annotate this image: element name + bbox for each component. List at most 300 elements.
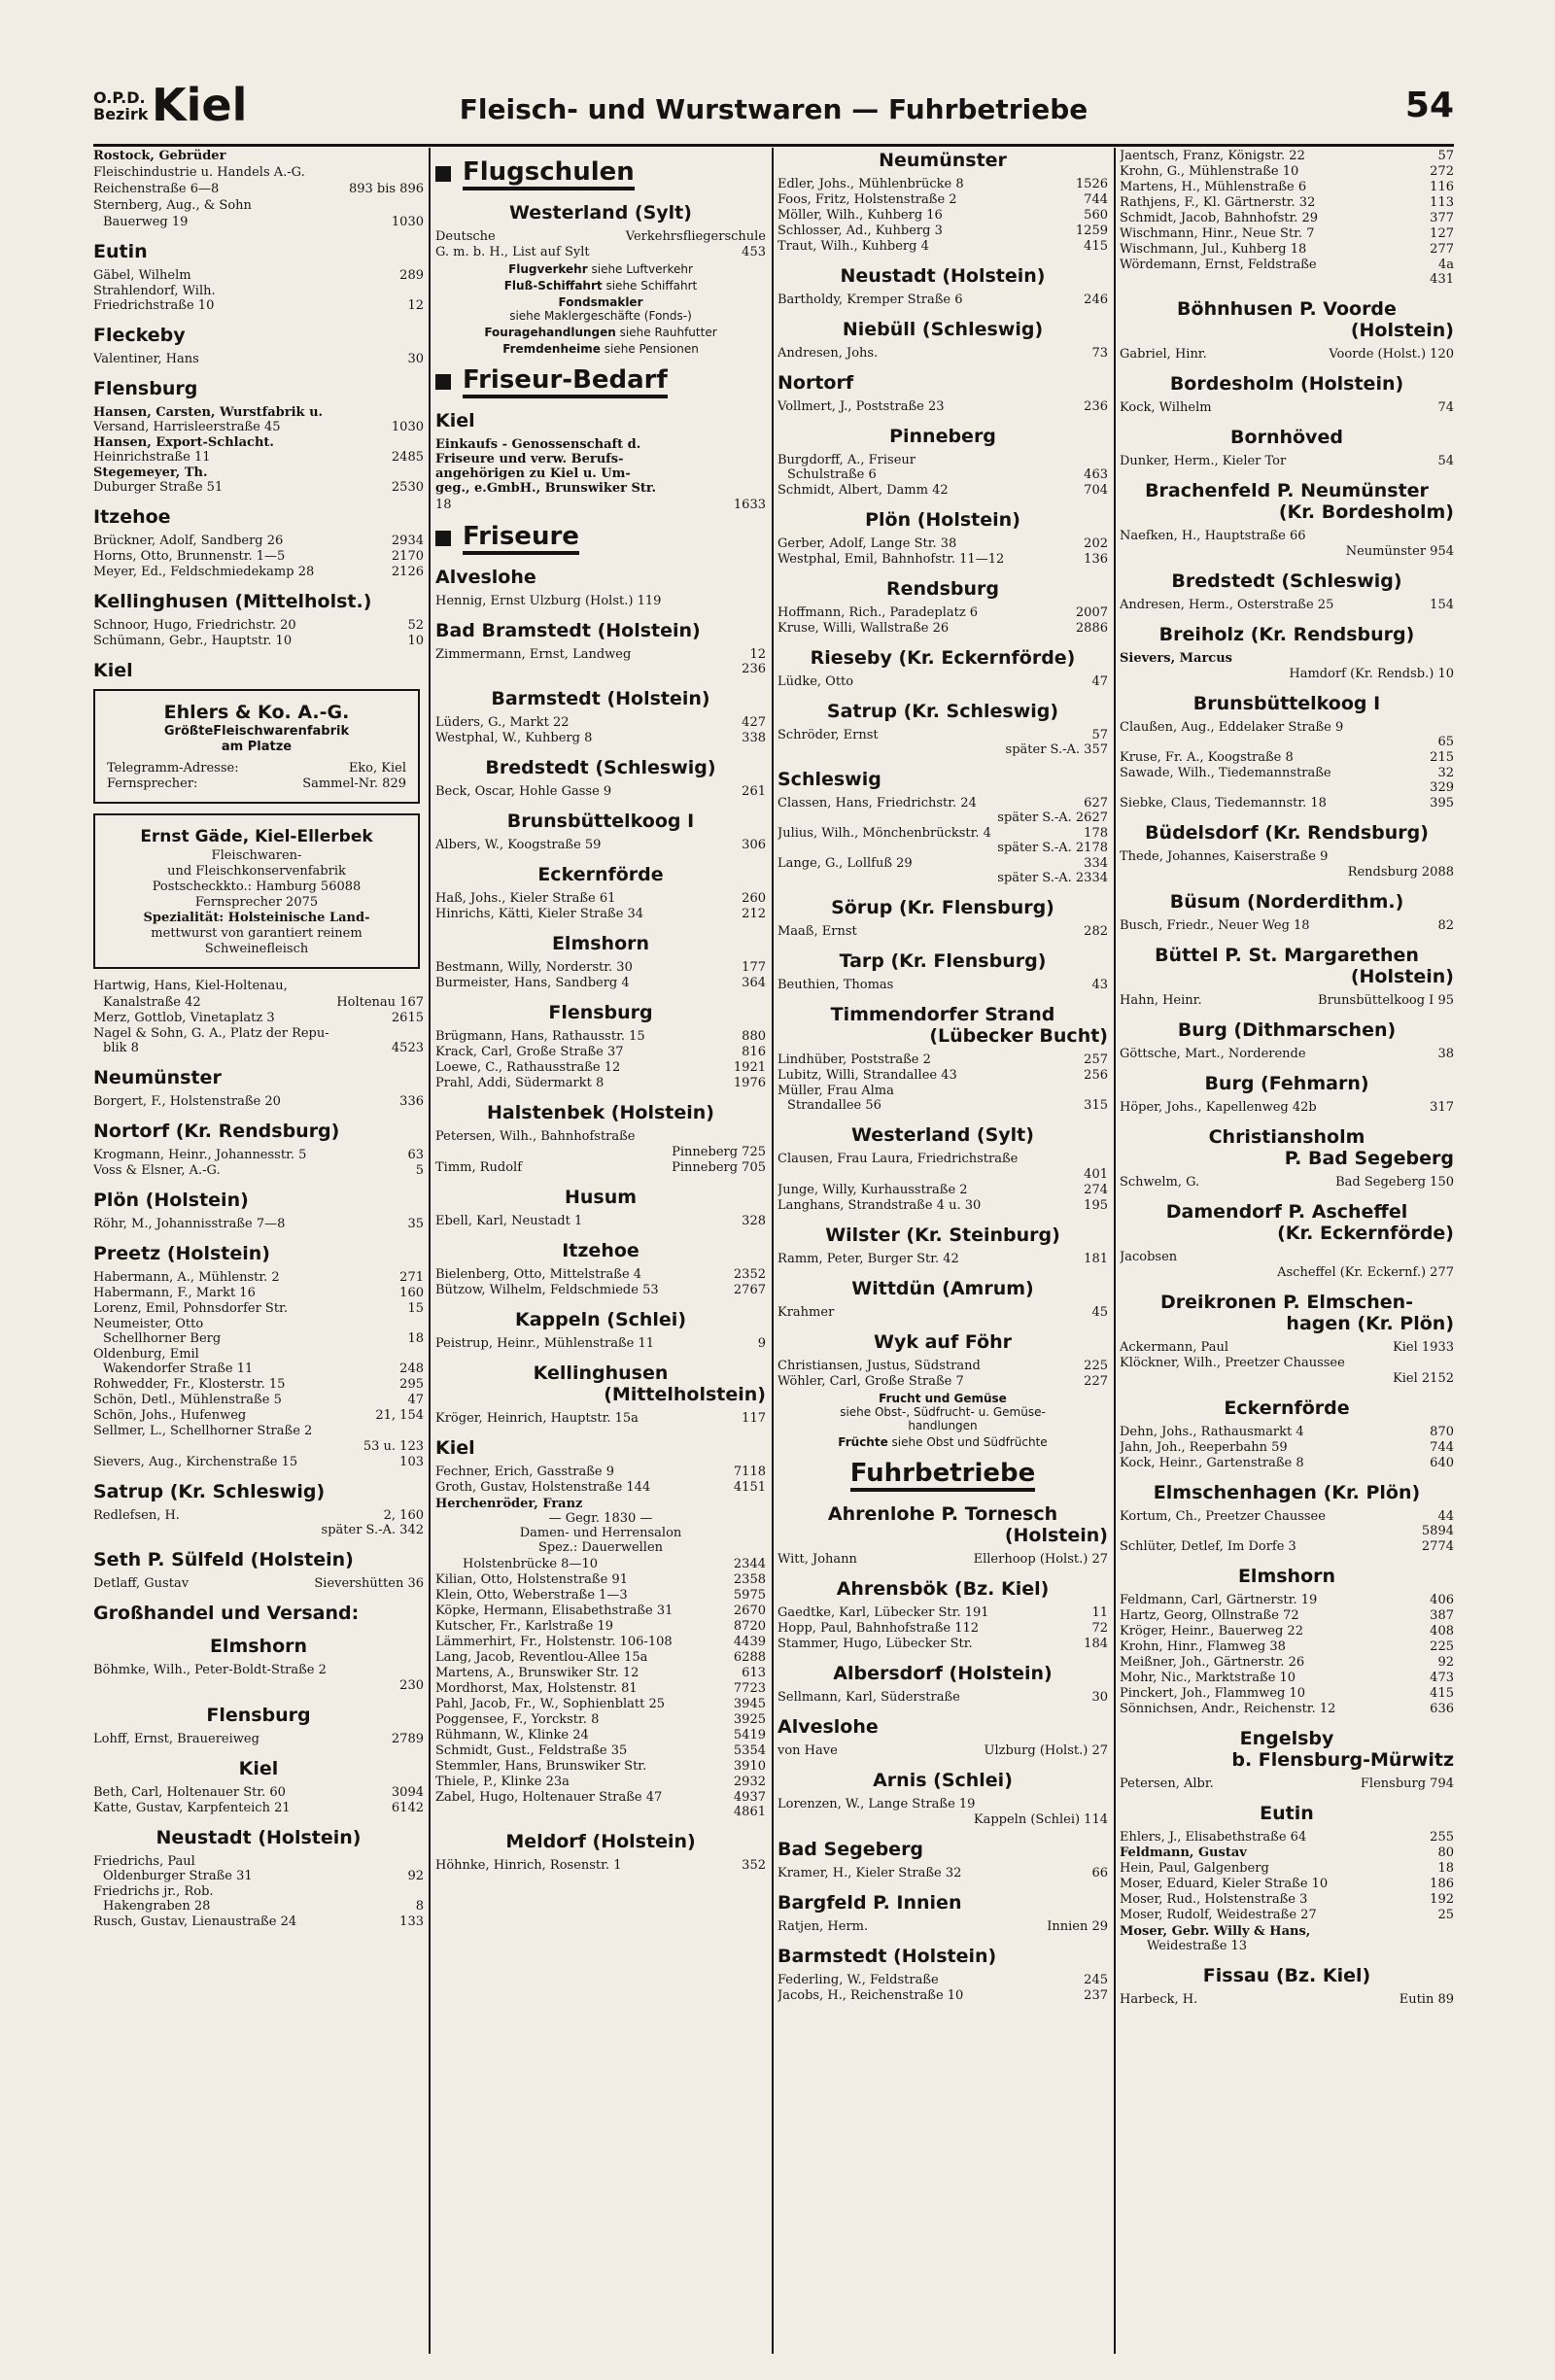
- bezirk-label: Bezirk: [93, 105, 149, 123]
- listing-entry: Lämmerhirt, Fr., Holstenstr. 106-108 4439: [435, 1635, 766, 1649]
- listing-entry: Schön, Johs., Hufenweg 21, 154: [93, 1408, 424, 1423]
- place-heading: Barmstedt (Holstein): [778, 1946, 997, 1967]
- place-heading: Damendorf P. Ascheffel (Kr. Eckernförde): [1165, 1201, 1454, 1244]
- listing-entry: Kortum, Ch., Preetzer Chaussee 44 5894: [1120, 1509, 1454, 1538]
- listing-entry: Stemmler, Hans, Brunswiker Str. 3910: [435, 1759, 766, 1774]
- listing-entry: Westphal, Emil, Bahnhofstr. 11—12 136: [778, 552, 1108, 567]
- listing-entry: Kanalstraße 42 Holtenau 167: [103, 995, 424, 1010]
- listing-entry: Schwelm, G. Bad Segeberg 150: [1120, 1175, 1454, 1190]
- listing-entry: Feldmann, Gustav 80: [1120, 1845, 1454, 1860]
- directory-columns: [93, 148, 1454, 2354]
- listing-entry: Thiele, P., Klinke 23a 2932: [435, 1775, 766, 1789]
- listing-entry: Mohr, Nic., Marktstraße 10 473: [1120, 1671, 1454, 1685]
- listing-entry: Habermann, F., Markt 16 160: [93, 1286, 424, 1300]
- listing-entry: G. m. b. H., List auf Sylt 453: [435, 245, 766, 259]
- listing-entry: Sternberg, Aug., & Sohn: [93, 198, 252, 213]
- listing-entry: Ebell, Karl, Neustadt 1 328: [435, 1214, 766, 1228]
- listing-entry: Lohff, Ernst, Brauereiweg 2789: [93, 1732, 424, 1746]
- listing-entry: Meyer, Ed., Feldschmiedekamp 28 2126: [93, 565, 424, 579]
- listing-entry: Strahlendorf, Wilh. Friedrichstraße 10 12: [93, 284, 424, 313]
- place-heading: Nortorf: [778, 372, 854, 394]
- listing-entry: Schümann, Gebr., Hauptstr. 10 10: [93, 634, 424, 648]
- listing-entry: Hansen, Carsten, Wurstfabrik u. Versand, Harrisleerstraße 45 1030: [93, 405, 424, 434]
- place-heading: Neustadt (Holstein): [840, 265, 1046, 287]
- district-city: Kiel: [152, 79, 248, 131]
- place-heading: Wittdün (Amrum): [851, 1278, 1034, 1299]
- listing-entry: Jacobs, H., Reichenstraße 10 237: [778, 1988, 1108, 2003]
- place-heading: Itzehoe: [562, 1240, 639, 1261]
- place-heading: Büsum (Norderdithm.): [1169, 891, 1404, 913]
- listing-entry: Holstenbrücke 8—10 2344: [463, 1557, 766, 1571]
- place-heading: Halstenbek (Holstein): [487, 1102, 714, 1123]
- listing-entry: Foos, Fritz, Holstenstraße 2 744: [778, 192, 1108, 207]
- listing-entry: Wördemann, Ernst, Feldstraße 4a 431: [1120, 258, 1454, 287]
- listing-entry: Hartz, Georg, Ollnstraße 72 387: [1120, 1608, 1454, 1623]
- listing-entry: Thede, Johannes, Kaiserstraße 9: [1120, 849, 1329, 864]
- listing-entry: Röhr, M., Johannisstraße 7—8 35: [93, 1217, 424, 1231]
- listing-entry: Oldenburg, Emil Wakendorfer Straße 11 248: [93, 1347, 424, 1376]
- place-heading: Bredstedt (Schleswig): [1171, 570, 1402, 592]
- place-heading: Büdelsdorf (Kr. Rendsburg): [1145, 822, 1429, 844]
- section-heading: Friseur-Bedarf: [435, 365, 766, 398]
- listing-entry: Peistrup, Heinr., Mühlenstraße 11 9: [435, 1336, 766, 1351]
- listing-entry: Klöckner, Wilh., Preetzer Chaussee: [1120, 1356, 1345, 1370]
- listing-entry: Friedrichs jr., Rob. Hakengraben 28 8: [93, 1884, 424, 1914]
- listing-entry: Pahl, Jacob, Fr., W., Sophienblatt 25 3945: [435, 1697, 766, 1711]
- listing-entry: Hahn, Heinr. Brunsbüttelkoog I 95: [1120, 993, 1454, 1008]
- listing-entry: Classen, Hans, Friedrichstr. 24 627 später S.-A. 2627: [778, 796, 1108, 825]
- listing-entry: Neumeister, Otto Schellhorner Berg 18: [93, 1317, 424, 1346]
- cross-reference: Fremdenheime siehe Pensionen: [502, 342, 699, 356]
- listing-entry: Bützow, Wilhelm, Feldschmiede 53 2767: [435, 1283, 766, 1297]
- listing-entry: Horns, Otto, Brunnenstr. 1—5 2170: [93, 549, 424, 564]
- listing-entry: Moser, Gebr. Willy & Hans, Weidestraße 13: [1120, 1924, 1311, 1953]
- section-marker-icon: [435, 166, 451, 182]
- place-heading: Bredstedt (Schleswig): [485, 757, 716, 778]
- advertisement-gaede: Ernst Gäde, Kiel-Ellerbek Fleischwaren- und Fleischkonservenfabrik Postscheckkto.: Hamburg 56088 Fernsprecher 2075 Spezialität: Holsteinische Land- mettwurst von garantiert reinem Schweinefleisch: [93, 813, 420, 969]
- listing-entry: Federling, W., Feldstraße 245: [778, 1973, 1108, 1987]
- listing-entry: Poggensee, F., Yorckstr. 8 3925: [435, 1712, 766, 1727]
- listing-entry: Fleischindustrie u. Handels A.-G.: [93, 165, 305, 180]
- listing-entry: Klein, Otto, Weberstraße 1—3 5975: [435, 1588, 766, 1603]
- cross-reference: Flugverkehr siehe Luftverkehr: [508, 262, 693, 276]
- listing-entry: Stammer, Hugo, Lübecker Str. 184: [778, 1637, 1108, 1651]
- listing-entry: Lang, Jacob, Reventlou-Allee 15a 6288: [435, 1650, 766, 1665]
- place-heading: Husum: [564, 1187, 638, 1208]
- listing-entry: Ascheffel (Kr. Eckernf.) 277: [1277, 1265, 1454, 1280]
- listing-entry: Reichenstraße 6—8 893 bis 896: [93, 182, 424, 196]
- listing-entry: Claußen, Aug., Eddelaker Straße 9 65: [1120, 720, 1454, 749]
- listing-entry: 53 u. 123: [363, 1439, 424, 1454]
- listing-entry: Herchenröder, Franz — Gegr. 1830 — Damen- und Herrensalon Spez.: Dauerwellen: [435, 1497, 682, 1555]
- place-heading: Tarp (Kr. Flensburg): [839, 950, 1047, 972]
- place-heading: Arnis (Schlei): [873, 1770, 1013, 1791]
- column-divider: [1114, 148, 1116, 2354]
- listing-entry: Pinckert, Joh., Flammweg 10 415: [1120, 1686, 1454, 1701]
- listing-entry: Meißner, Joh., Gärtnerstr. 26 92: [1120, 1655, 1454, 1670]
- listing-entry: Kutscher, Fr., Karlstraße 19 8720: [435, 1619, 766, 1634]
- page-title: Fleisch- und Wurstwaren — Fuhrbetriebe: [459, 93, 1088, 125]
- listing-entry: Brügmann, Hans, Rathausstr. 15 880: [435, 1029, 766, 1044]
- place-heading: Seth P. Sülfeld (Holstein): [93, 1549, 354, 1570]
- listing-entry: Voss & Elsner, A.-G. 5: [93, 1163, 424, 1178]
- listing-entry: Böhmke, Wilh., Peter-Boldt-Straße 2: [93, 1663, 327, 1677]
- place-heading: Itzehoe: [93, 506, 171, 528]
- place-heading: Meldorf (Holstein): [505, 1831, 696, 1852]
- place-heading: Brunsbüttelkoog I: [506, 811, 695, 832]
- listing-entry: Vollmert, J., Poststraße 23 236: [778, 399, 1108, 414]
- place-heading: Flensburg: [93, 378, 198, 399]
- listing-entry: Gäbel, Wilhelm 289: [93, 268, 424, 283]
- place-heading: Christiansholm P. Bad Segeberg: [1208, 1126, 1454, 1169]
- listing-entry: Moser, Eduard, Kieler Straße 10 186: [1120, 1877, 1454, 1891]
- place-heading: Preetz (Holstein): [93, 1243, 270, 1264]
- column-4: [1120, 148, 1454, 2354]
- place-heading: Bornhöved: [1230, 427, 1343, 448]
- section-marker-icon: [435, 531, 451, 546]
- place-heading: Büttel P. St. Margarethen (Holstein): [1155, 945, 1454, 987]
- place-heading: Ahrenlohe P. Tornesch (Holstein): [827, 1503, 1108, 1546]
- listing-entry: Groth, Gustav, Holstenstraße 144 4151: [435, 1480, 766, 1495]
- listing-entry: Kramer, H., Kieler Straße 32 66: [778, 1866, 1108, 1880]
- listing-entry: Hartwig, Hans, Kiel-Holtenau,: [93, 979, 288, 993]
- place-heading: Kiel: [93, 660, 133, 681]
- listing-entry: Sellmer, L., Schellhorner Straße 2: [93, 1424, 313, 1438]
- listing-entry: Friedrichs, Paul Oldenburger Straße 31 92: [93, 1854, 424, 1883]
- listing-entry: Kruse, Willi, Wallstraße 26 2886: [778, 621, 1108, 636]
- listing-entry: Bestmann, Willy, Norderstr. 30 177: [435, 960, 766, 975]
- place-heading: Niebüll (Schleswig): [842, 319, 1044, 340]
- listing-entry: Lüders, G., Markt 22 427: [435, 715, 766, 730]
- listing-entry: Höhnke, Hinrich, Rosenstr. 1 352: [435, 1858, 766, 1873]
- listing-entry: Köpke, Hermann, Elisabethstraße 31 2670: [435, 1604, 766, 1618]
- listing-entry: Maaß, Ernst 282: [778, 924, 1108, 939]
- listing-entry: Beck, Oscar, Hohle Gasse 9 261: [435, 784, 766, 799]
- listing-entry: Langhans, Strandstraße 4 u. 30 195: [778, 1198, 1108, 1213]
- listing-entry: Schnoor, Hugo, Friedrichstr. 20 52: [93, 618, 424, 633]
- listing-entry: Timm, Rudolf Pinneberg 705: [435, 1160, 766, 1175]
- listing-entry: Kock, Heinr., Gartenstraße 8 640: [1120, 1456, 1454, 1470]
- listing-entry: Clausen, Frau Laura, Friedrichstraße: [778, 1152, 1019, 1166]
- listing-entry: Valentiner, Hans 30: [93, 352, 424, 366]
- listing-entry: Andresen, Herm., Osterstraße 25 154: [1120, 598, 1454, 612]
- listing-entry: 401: [1084, 1167, 1108, 1182]
- listing-entry: Gerber, Adolf, Lange Str. 38 202: [778, 536, 1108, 551]
- listing-entry: Burgdorff, A., Friseur Schulstraße 6 463: [778, 453, 1108, 482]
- listing-entry: Naefken, H., Hauptstraße 66: [1120, 529, 1306, 543]
- place-heading: Kiel: [238, 1758, 279, 1779]
- listing-entry: Rathjens, F., Kl. Gärtnerstr. 32 113: [1120, 195, 1454, 210]
- place-heading: Albersdorf (Holstein): [833, 1663, 1053, 1684]
- listing-entry: Edler, Johs., Mühlenbrücke 8 1526: [778, 177, 1108, 191]
- listing-entry: Zabel, Hugo, Holtenauer Straße 47 4937 4861: [435, 1790, 766, 1819]
- listing-entry: Kröger, Heinrich, Hauptstr. 15a 117: [435, 1411, 766, 1426]
- listing-entry: Wischmann, Hinr., Neue Str. 7 127: [1120, 226, 1454, 241]
- listing-entry: Haß, Johs., Kieler Straße 61 260: [435, 891, 766, 906]
- listing-entry: Schön, Detl., Mühlenstraße 5 47: [93, 1393, 424, 1407]
- listing-entry: Rühmann, W., Klinke 24 5419: [435, 1728, 766, 1742]
- listing-entry: Deutsche Verkehrsfliegerschule: [435, 229, 766, 244]
- listing-entry: Sievers, Marcus: [1120, 651, 1232, 666]
- listing-entry: Gaedtke, Karl, Lübecker Str. 191 11: [778, 1605, 1108, 1620]
- listing-entry: Siebke, Claus, Tiedemannstr. 18 395: [1120, 796, 1454, 811]
- place-heading: Brunsbüttelkoog I: [1192, 693, 1381, 714]
- place-heading: Flensburg: [548, 1002, 653, 1023]
- listing-entry: Schmidt, Jacob, Bahnhofstr. 29 377: [1120, 211, 1454, 225]
- place-heading: Pinneberg: [889, 426, 996, 447]
- ad-title: Ehlers & Ko. A.-G.: [163, 702, 350, 723]
- place-heading: Alveslohe: [778, 1716, 879, 1738]
- place-heading: Bordesholm (Holstein): [1169, 373, 1404, 395]
- listing-entry: Rendsburg 2088: [1347, 865, 1454, 880]
- listing-entry: Feldmann, Carl, Gärtnerstr. 19 406: [1120, 1593, 1454, 1607]
- listing-entry: 230: [399, 1678, 424, 1693]
- listing-entry: Kilian, Otto, Holstenstraße 91 2358: [435, 1572, 766, 1587]
- listing-entry: Rohwedder, Fr., Klosterstr. 15 295: [93, 1377, 424, 1392]
- place-heading: Timmendorfer Strand (Lübecker Bucht): [830, 1004, 1108, 1047]
- place-heading: Satrup (Kr. Schleswig): [826, 701, 1059, 722]
- section-heading: Flugschulen: [435, 157, 766, 190]
- listing-entry: Albers, W., Koogstraße 59 306: [435, 838, 766, 852]
- place-heading: Eutin: [1260, 1803, 1314, 1824]
- place-heading: Schleswig: [778, 769, 881, 790]
- listing-entry: Krohn, Hinr., Flamweg 38 225: [1120, 1639, 1454, 1654]
- listing-entry: Zimmermann, Ernst, Landweg 12 236: [435, 647, 766, 676]
- place-heading: Engelsby b. Flensburg-Mürwitz: [1231, 1728, 1454, 1771]
- listing-entry: Sellmann, Karl, Süderstraße 30: [778, 1690, 1108, 1705]
- listing-entry: Borgert, F., Holstenstraße 20 336: [93, 1094, 424, 1109]
- listing-entry: Katte, Gustav, Karpfenteich 21 6142: [93, 1801, 424, 1815]
- listing-entry: Hennig, Ernst Ulzburg (Holst.) 119: [435, 594, 662, 608]
- listing-entry: Martens, H., Mühlenstraße 6 116: [1120, 180, 1454, 194]
- place-heading: Alveslohe: [435, 567, 536, 588]
- place-heading: Elmshorn: [209, 1636, 308, 1657]
- place-heading: Satrup (Kr. Schleswig): [93, 1481, 326, 1502]
- listing-entry: Jaentsch, Franz, Königstr. 22 57: [1120, 149, 1454, 163]
- listing-entry: Lubitz, Willi, Strandallee 43 256: [778, 1068, 1108, 1083]
- listing-entry: Andresen, Johs. 73: [778, 346, 1108, 361]
- listing-entry: Ramm, Peter, Burger Str. 42 181: [778, 1252, 1108, 1266]
- place-heading: Breiholz (Kr. Rendsburg): [1158, 624, 1415, 645]
- listing-entry: Krohn, G., Mühlenstraße 10 272: [1120, 164, 1454, 179]
- listing-entry: Busch, Friedr., Neuer Weg 18 82: [1120, 918, 1454, 933]
- place-heading: Elmschenhagen (Kr. Plön): [1153, 1482, 1421, 1503]
- listing-entry: Harbeck, H. Eutin 89: [1120, 1992, 1454, 2007]
- ad-title: Ernst Gäde, Kiel-Ellerbek: [140, 827, 373, 846]
- listing-entry: Nagel & Sohn, G. A., Platz der Repu- blik 8 4523: [93, 1026, 424, 1055]
- listing-entry: Traut, Wilh., Kuhberg 4 415: [778, 239, 1108, 254]
- listing-entry: Schlüter, Detlef, Im Dorfe 3 2774: [1120, 1539, 1454, 1554]
- listing-entry: Neumünster 954: [1345, 544, 1454, 559]
- place-heading: Wilster (Kr. Steinburg): [825, 1224, 1060, 1246]
- place-heading: Brachenfeld P. Neumünster (Kr. Bordesholm): [1145, 480, 1454, 523]
- listing-entry: Kiel 2152: [1393, 1371, 1454, 1386]
- column-2: [435, 148, 766, 2354]
- listing-entry: Höper, Johs., Kapellenweg 42b 317: [1120, 1100, 1454, 1115]
- cross-reference: Fondsmakler siehe Maklergeschäfte (Fonds-): [509, 295, 692, 323]
- listing-entry: Rostock, Gebrüder: [93, 149, 226, 163]
- listing-entry: Hopp, Paul, Bahnhofstraße 112 72: [778, 1621, 1108, 1636]
- place-heading: Bad Bramstedt (Holstein): [435, 620, 701, 641]
- listing-entry: Hansen, Export-Schlacht. Heinrichstraße 11 2485: [93, 435, 424, 465]
- listing-entry: Kröger, Heinr., Bauerweg 22 408: [1120, 1624, 1454, 1638]
- listing-entry: Bartholdy, Kremper Straße 6 246: [778, 293, 1108, 307]
- listing-entry: Dehn, Johs., Rathausmarkt 4 870: [1120, 1425, 1454, 1439]
- place-heading: Neumünster: [879, 150, 1007, 171]
- listing-entry: Lüdke, Otto 47: [778, 674, 1108, 689]
- place-heading: Burg (Dithmarschen): [1177, 1019, 1397, 1041]
- listing-entry: Wischmann, Jul., Kuhberg 18 277: [1120, 242, 1454, 257]
- place-heading: Kappeln (Schlei): [514, 1309, 687, 1330]
- listing-entry: Krogmann, Heinr., Johannesstr. 5 63: [93, 1148, 424, 1162]
- listing-entry: Gabriel, Hinr. Voorde (Holst.) 120: [1120, 347, 1454, 362]
- listing-entry: Dunker, Herm., Kieler Tor 54: [1120, 454, 1454, 468]
- place-heading: Eckernförde: [1224, 1397, 1350, 1419]
- place-heading: Wyk auf Föhr: [874, 1331, 1012, 1353]
- listing-entry: Krahmer 45: [778, 1305, 1108, 1320]
- listing-entry: Sievers, Aug., Kirchenstraße 15 103: [93, 1455, 424, 1469]
- place-heading: Plön (Holstein): [865, 509, 1020, 531]
- section-marker-icon: [435, 374, 451, 390]
- place-heading: Ahrensbök (Bz. Kiel): [836, 1578, 1050, 1600]
- listing-entry: Burmeister, Hans, Sandberg 4 364: [435, 976, 766, 990]
- place-heading: Elmshorn: [1237, 1566, 1336, 1587]
- listing-entry: Kappeln (Schlei) 114: [973, 1812, 1108, 1827]
- listing-entry: Lange, G., Lollfuß 29 334 später S.-A. 2334: [778, 856, 1108, 885]
- listing-entry: Redlefsen, H. 2, 160 später S.-A. 342: [93, 1508, 424, 1537]
- listing-entry: Beuthien, Thomas 43: [778, 978, 1108, 992]
- listing-entry: Einkaufs - Genossenschaft d. Friseure und verw. Berufs- angehörigen zu Kiel u. Um- geg., e.GmbH., Brunswiker Str.: [435, 437, 657, 496]
- place-heading: Westerland (Sylt): [509, 202, 692, 224]
- column-divider: [429, 148, 431, 2354]
- listing-entry: Kock, Wilhelm 74: [1120, 400, 1454, 415]
- listing-entry: Pinneberg 725: [672, 1145, 766, 1159]
- listing-entry: Ackermann, Paul Kiel 1933: [1120, 1340, 1454, 1355]
- listing-entry: Jahn, Joh., Reeperbahn 59 744: [1120, 1440, 1454, 1455]
- subsection-heading: Großhandel und Versand:: [93, 1603, 360, 1624]
- listing-entry: Witt, Johann Ellerhoop (Holst.) 27: [778, 1552, 1108, 1567]
- place-heading: Dreikronen P. Elmschen- hagen (Kr. Plön): [1159, 1292, 1454, 1334]
- column-3: [778, 148, 1108, 2354]
- listing-entry: Bauerweg 19 1030: [103, 215, 424, 229]
- place-heading: Westerland (Sylt): [851, 1124, 1034, 1146]
- listing-entry: Wöhler, Carl, Große Straße 7 227: [778, 1374, 1108, 1389]
- listing-entry: Schlosser, Ad., Kuhberg 3 1259: [778, 224, 1108, 238]
- place-heading: Kellinghusen (Mittelholst.): [93, 591, 372, 612]
- listing-entry: Loewe, C., Rathausstraße 12 1921: [435, 1060, 766, 1075]
- listing-entry: Ratjen, Herm. Innien 29: [778, 1919, 1108, 1934]
- section-heading: Friseure: [435, 522, 766, 555]
- listing-entry: Hamdorf (Kr. Rendsb.) 10: [1289, 667, 1454, 681]
- listing-entry: Westphal, W., Kuhberg 8 338: [435, 731, 766, 745]
- listing-entry: Mordhorst, Max, Holstenstr. 81 7723: [435, 1681, 766, 1696]
- listing-entry: Moser, Rudolf, Weidestraße 27 25: [1120, 1908, 1454, 1922]
- place-heading: Kellinghusen (Mittelholstein): [533, 1362, 766, 1405]
- advertisement-ehlers: Ehlers & Ko. A.-G. GrößteFleischwarenfabrik am Platze Telegramm-Adresse: Eko, Kiel Fernsprecher: Sammel-Nr. 829: [93, 689, 420, 804]
- cross-reference: Früchte siehe Obst und Südfrüchte: [838, 1435, 1048, 1449]
- section-heading: Fuhrbetriebe: [778, 1459, 1108, 1492]
- listing-entry: Sönnichsen, Andr., Reichenstr. 12 636: [1120, 1702, 1454, 1716]
- place-heading: Rendsburg: [885, 578, 1000, 600]
- listing-entry: Ehlers, J., Elisabethstraße 64 255: [1120, 1830, 1454, 1845]
- listing-entry: Petersen, Albr. Flensburg 794: [1120, 1776, 1454, 1791]
- listing-entry: Müller, Frau Alma Strandallee 56 315: [778, 1084, 1108, 1113]
- page-number: 54: [1404, 86, 1454, 125]
- place-heading: Nortorf (Kr. Rendsburg): [93, 1121, 340, 1142]
- listing-entry: Lorenz, Emil, Pohnsdorfer Str. 15: [93, 1301, 424, 1316]
- listing-entry: Prahl, Addi, Südermarkt 8 1976: [435, 1076, 766, 1090]
- listing-entry: Martens, A., Brunswiker Str. 12 613: [435, 1666, 766, 1680]
- listing-entry: Lindhüber, Poststraße 2 257: [778, 1052, 1108, 1067]
- place-heading: Eckernförde: [537, 864, 664, 885]
- listing-entry: Krack, Carl, Große Straße 37 816: [435, 1045, 766, 1059]
- listing-entry: Möller, Wilh., Kuhberg 16 560: [778, 208, 1108, 223]
- place-heading: Rieseby (Kr. Eckernförde): [810, 647, 1076, 669]
- place-heading: Neustadt (Holstein): [156, 1827, 362, 1848]
- listing-entry: Kruse, Fr. A., Koogstraße 8 215: [1120, 750, 1454, 765]
- listing-entry: Schmidt, Gust., Feldstraße 35 5354: [435, 1743, 766, 1758]
- cross-reference: Fouragehandlungen siehe Rauhfutter: [484, 326, 717, 339]
- listing-entry: Sawade, Wilh., Tiedemannstraße 32 329: [1120, 766, 1454, 795]
- listing-entry: Stegemeyer, Th. Duburger Straße 51 2530: [93, 466, 424, 495]
- listing-entry: Detlaff, Gustav Sievershütten 36: [93, 1576, 424, 1591]
- listing-entry: Lorenzen, W., Lange Straße 19: [778, 1797, 976, 1811]
- listing-entry: Habermann, A., Mühlenstr. 2 271: [93, 1270, 424, 1285]
- page-header: [93, 76, 1454, 147]
- listing-entry: Christiansen, Justus, Südstrand 225: [778, 1359, 1108, 1373]
- opd-label: O.P.D.: [93, 88, 146, 107]
- listing-entry: Merz, Gottlob, Vinetaplatz 3 2615: [93, 1011, 424, 1025]
- listing-entry: Hein, Paul, Galgenberg 18: [1120, 1861, 1454, 1876]
- listing-entry: Moser, Rud., Holstenstraße 3 192: [1120, 1892, 1454, 1907]
- listing-entry: Fechner, Erich, Gasstraße 9 7118: [435, 1465, 766, 1479]
- place-heading: Plön (Holstein): [93, 1190, 249, 1211]
- place-heading: Böhnhusen P. Voorde (Holstein): [1177, 298, 1454, 341]
- cross-reference: Frucht und Gemüse siehe Obst-, Südfrucht- u. Gemüse- handlungen: [840, 1392, 1046, 1432]
- listing-entry: von Have Ulzburg (Holst.) 27: [778, 1743, 1108, 1758]
- listing-entry: Beth, Carl, Holtenauer Str. 60 3094: [93, 1785, 424, 1800]
- place-heading: Flensburg: [206, 1705, 311, 1726]
- place-heading: Fissau (Bz. Kiel): [1202, 1965, 1371, 1986]
- place-heading: Bargfeld P. Innien: [778, 1892, 962, 1914]
- listing-entry: Jacobsen: [1120, 1250, 1178, 1264]
- listing-entry: Petersen, Wilh., Bahnhofstraße: [435, 1129, 636, 1144]
- listing-entry: Schröder, Ernst 57 später S.-A. 357: [778, 728, 1108, 757]
- place-heading: Elmshorn: [551, 933, 650, 954]
- listing-entry: Rusch, Gustav, Lienaustraße 24 133: [93, 1914, 424, 1929]
- place-heading: Fleckeby: [93, 325, 186, 346]
- listing-entry: Schmidt, Albert, Damm 42 704: [778, 483, 1108, 498]
- place-heading: Sörup (Kr. Flensburg): [831, 897, 1054, 918]
- place-heading: Bad Segeberg: [778, 1839, 924, 1860]
- place-heading: Burg (Fehmarn): [1204, 1073, 1369, 1094]
- listing-entry: 18 1633: [435, 498, 766, 512]
- listing-entry: Junge, Willy, Kurhausstraße 2 274: [778, 1183, 1108, 1197]
- listing-entry: Göttsche, Mart., Norderende 38: [1120, 1047, 1454, 1061]
- column-divider: [772, 148, 774, 2354]
- column-1: [93, 148, 424, 2354]
- listing-entry: Bielenberg, Otto, Mittelstraße 4 2352: [435, 1267, 766, 1282]
- cross-reference: Fluß-Schiffahrt siehe Schiffahrt: [503, 279, 698, 293]
- place-heading: Kiel: [435, 410, 475, 431]
- place-heading: Kiel: [435, 1437, 475, 1459]
- listing-entry: Hinrichs, Kätti, Kieler Straße 34 212: [435, 907, 766, 921]
- listing-entry: Hoffmann, Rich., Paradeplatz 6 2007: [778, 605, 1108, 620]
- place-heading: Eutin: [93, 241, 148, 262]
- place-heading: Neumünster: [93, 1067, 222, 1088]
- place-heading: Barmstedt (Holstein): [491, 688, 710, 709]
- listing-entry: Brückner, Adolf, Sandberg 26 2934: [93, 534, 424, 548]
